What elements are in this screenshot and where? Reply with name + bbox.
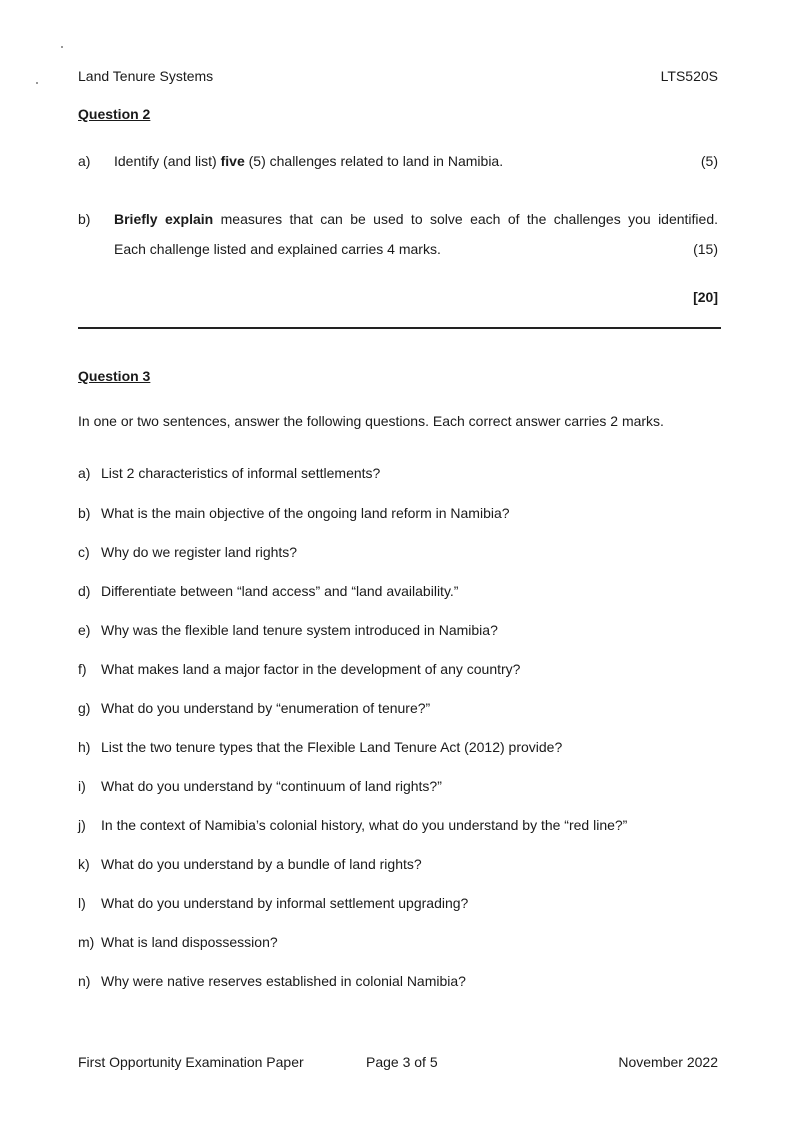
question-3i xyxy=(78,778,442,794)
scan-speck xyxy=(61,46,63,48)
question-2b-text-line2: Each challenge listed and explained carries 4 marks. xyxy=(114,241,441,257)
question-3n-text: Why were native reserves established in colonial Namibia? xyxy=(101,973,466,989)
question-3e xyxy=(78,622,498,638)
question-2-total-marks: [20] xyxy=(693,289,718,305)
question-2a-label: a) xyxy=(78,153,91,169)
question-3k-text: What do you understand by a bundle of land rights? xyxy=(101,856,422,872)
question-3m xyxy=(78,934,278,950)
question-3j xyxy=(78,817,627,833)
question-3f-text: What makes land a major factor in the development of any country? xyxy=(101,661,521,677)
question-3l-label: l) xyxy=(78,895,86,911)
question-3b-label: b) xyxy=(78,505,91,521)
question-2a-text-part1: Identify (and list) xyxy=(114,153,221,169)
scan-speck xyxy=(36,82,38,84)
question-2a-text xyxy=(114,153,503,169)
question-2b-text-line1 xyxy=(114,211,718,227)
question-3m-label: m) xyxy=(78,934,95,950)
question-2a-text-bold: five xyxy=(220,153,245,169)
question-3e-label: e) xyxy=(78,622,91,638)
question-3l-text: What do you understand by informal settlement upgrading? xyxy=(101,895,469,911)
question-3n xyxy=(78,973,466,989)
question-3a-label: a) xyxy=(78,465,91,481)
question-3h-label: h) xyxy=(78,739,91,755)
question-3g xyxy=(78,700,430,716)
question-3n-label: n) xyxy=(78,973,91,989)
question-3-title: Question 3 xyxy=(78,368,151,384)
question-3f-label: f) xyxy=(78,661,87,677)
footer-exam-type: First Opportunity Examination Paper xyxy=(78,1054,304,1070)
question-3g-label: g) xyxy=(78,700,91,716)
question-3c-text: Why do we register land rights? xyxy=(101,544,298,560)
question-3c xyxy=(78,544,297,560)
question-3a-text: List 2 characteristics of informal settlements? xyxy=(101,465,381,481)
question-3h xyxy=(78,739,562,755)
question-2b-text-bold: Briefly explain xyxy=(114,211,214,227)
question-3c-label: c) xyxy=(78,544,90,560)
question-3d-label: d) xyxy=(78,583,91,599)
question-3i-text: What do you understand by “continuum of land rights?” xyxy=(101,778,442,794)
question-3j-text: In the context of Namibia’s colonial history, what do you understand by the “red line?” xyxy=(101,817,628,833)
question-2a-text-part2: (5) challenges related to land in Namibia. xyxy=(244,153,504,169)
question-2a-marks: (5) xyxy=(700,153,718,169)
course-code: LTS520S xyxy=(660,68,718,84)
question-3e-text: Why was the flexible land tenure system introduced in Namibia? xyxy=(101,622,498,638)
footer-date: November 2022 xyxy=(618,1054,718,1070)
question-3i-label: i) xyxy=(78,778,86,794)
question-3b-text: What is the main objective of the ongoing land reform in Namibia? xyxy=(101,505,510,521)
section-divider xyxy=(78,327,721,329)
question-3b xyxy=(78,505,510,521)
question-3d xyxy=(78,583,458,599)
question-2b-label: b) xyxy=(78,211,91,227)
question-3-instructions: In one or two sentences, answer the following questions. Each correct answer carries 2 marks. xyxy=(78,413,664,429)
question-3a xyxy=(78,465,380,481)
question-3k xyxy=(78,856,422,872)
question-3g-text: What do you understand by “enumeration of tenure?” xyxy=(101,700,431,716)
question-3m-text: What is land dispossession? xyxy=(101,934,278,950)
question-2-title: Question 2 xyxy=(78,106,151,122)
question-2b-text-part2: measures that can be used to solve each of the challenges you identified. xyxy=(213,211,719,227)
question-3f xyxy=(78,661,520,677)
question-2b-marks: (15) xyxy=(693,241,718,257)
course-title: Land Tenure Systems xyxy=(78,68,214,84)
question-3j-label: j) xyxy=(78,817,86,833)
footer-page-number: Page 3 of 5 xyxy=(366,1054,438,1070)
question-3k-label: k) xyxy=(78,856,90,872)
question-3d-text: Differentiate between “land access” and “land availability.” xyxy=(101,583,459,599)
question-3h-text: List the two tenure types that the Flexible Land Tenure Act (2012) provide? xyxy=(101,739,563,755)
question-3l xyxy=(78,895,468,911)
